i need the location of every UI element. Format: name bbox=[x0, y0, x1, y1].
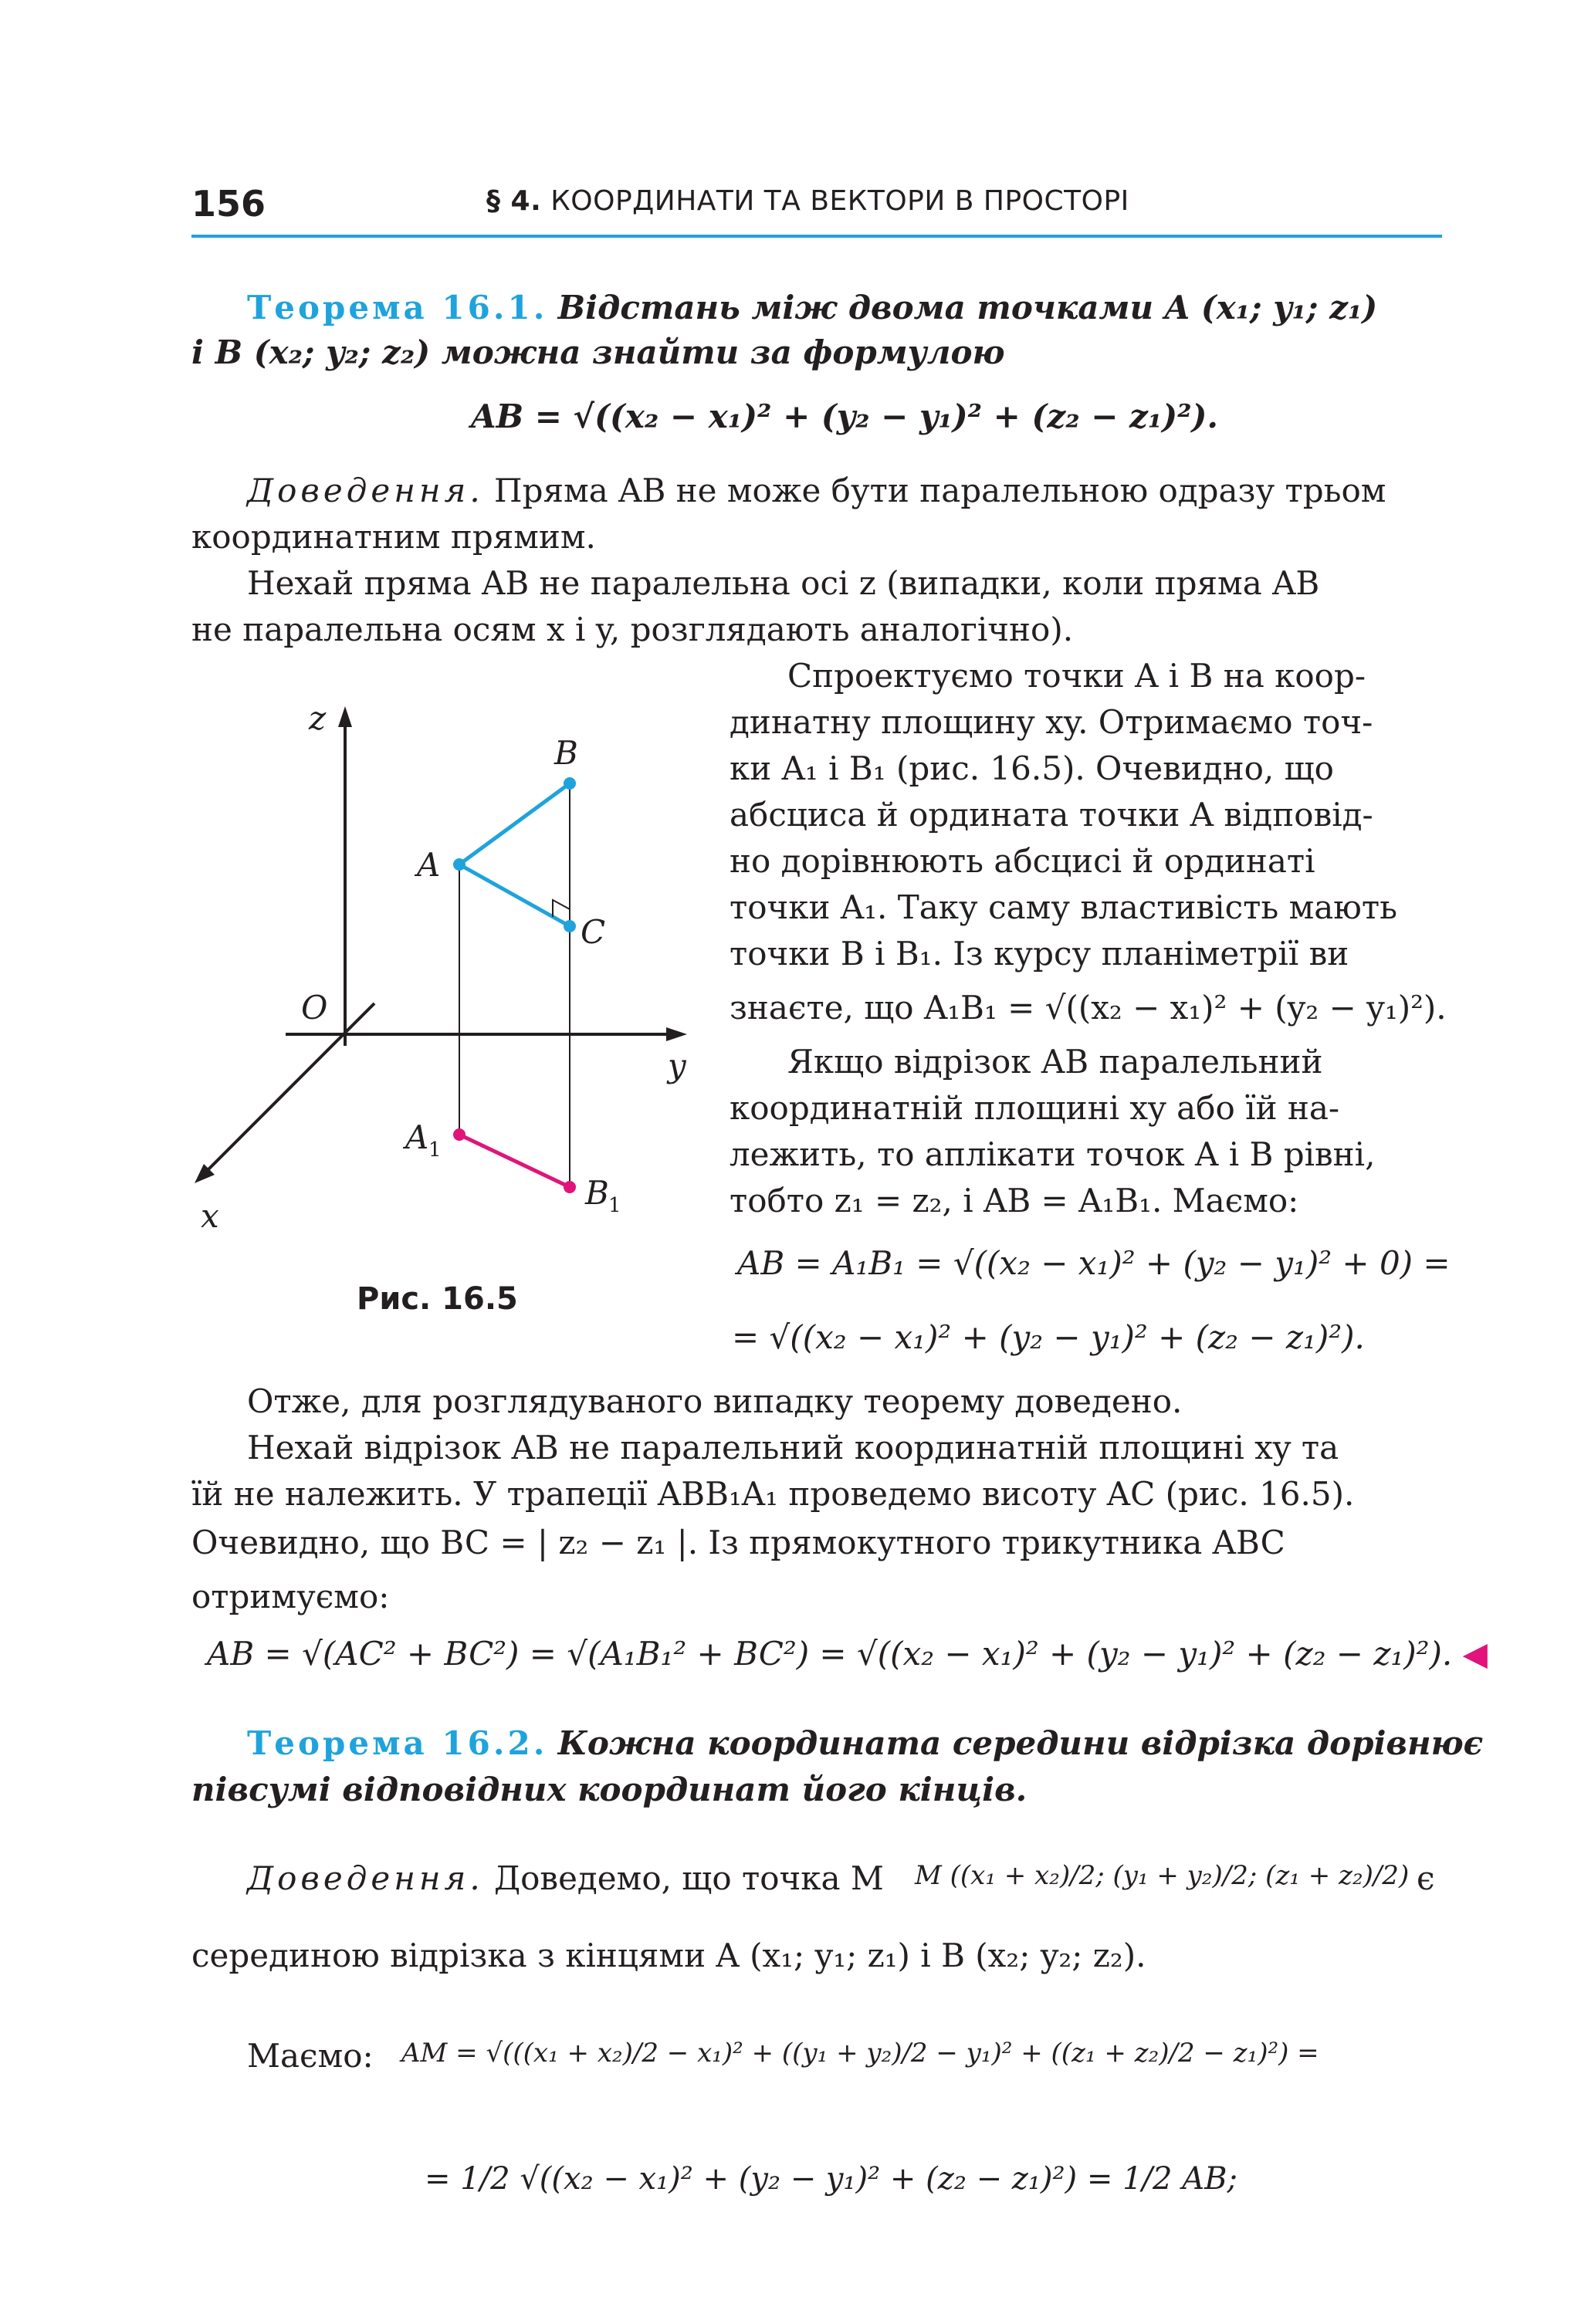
formula-final-text: AB = √(AC² + BC²) = √(A₁B₁² + BC²) = √((x₂ − x₁)² + (y₂ − y₁)² + (z₂ − z₁)²). bbox=[207, 1635, 1453, 1673]
proof2-line1-suffix: є bbox=[1417, 1859, 1435, 1897]
theorem1-line1 bbox=[247, 289, 1377, 326]
label-A: A bbox=[417, 846, 441, 884]
label-B1: B bbox=[585, 1174, 609, 1212]
right-line: знаєте, що A₁B₁ = √((x₂ − x₁)² + (y₂ − y₁)²). bbox=[730, 989, 1447, 1027]
y-axis-arrow bbox=[666, 1027, 687, 1041]
label-x: x bbox=[201, 1197, 219, 1235]
point-C bbox=[564, 920, 576, 932]
label-A1-sub: 1 bbox=[428, 1138, 442, 1162]
page-number: 156 bbox=[191, 183, 266, 225]
right-line: динатну площину xy. Отримаємо точ- bbox=[730, 703, 1373, 741]
right-line: Якщо відрізок AB паралельний bbox=[787, 1043, 1323, 1081]
x-axis bbox=[201, 1003, 374, 1177]
theorem2-text-2: півсумі відповідних координат його кінців. bbox=[191, 1771, 1027, 1808]
after-line1: Отже, для розглядуваного випадку теорему доведено. bbox=[247, 1382, 1183, 1420]
formula-AM: AM = √(((x₁ + x₂)/2 − x₁)² + ((y₁ + y₂)/2 − y₁)² + ((z₁ + z₂)/2 − z₁)²) = bbox=[401, 2038, 1319, 2069]
proof1-line3: Нехай пряма AB не паралельна осі z (випадки, коли пряма AB bbox=[247, 564, 1320, 602]
proof1-text1: Пряма AB не може бути паралельною одразу трьом bbox=[483, 472, 1386, 509]
proof1-line1 bbox=[247, 472, 1386, 509]
proof2-text1: Доведемо, що точка M bbox=[494, 1859, 884, 1897]
segment-AB bbox=[459, 783, 570, 864]
theorem1-formula: AB = √((x₂ − x₁)² + (y₂ − y₁)² + (z₂ − z₁)²). bbox=[471, 397, 1219, 435]
figure-16-5 bbox=[185, 695, 710, 1250]
proof2-formula1-prefix: Маємо: bbox=[247, 2037, 374, 2075]
point-A1 bbox=[453, 1128, 465, 1141]
section-title bbox=[486, 185, 1129, 217]
proof1-line2: координатним прямим. bbox=[191, 518, 596, 556]
after-line4: Очевидно, що BC = | z₂ − z₁ |. Із прямокутного трикутника ABC bbox=[191, 1524, 1285, 1561]
right-line: тобто z₁ = z₂, і AB = A₁B₁. Маємо: bbox=[730, 1182, 1299, 1220]
label-B: B bbox=[554, 734, 578, 772]
label-z: z bbox=[309, 699, 327, 737]
z-axis-arrow bbox=[338, 706, 352, 727]
after-line5: отримуємо: bbox=[191, 1578, 390, 1615]
label-C: C bbox=[581, 913, 606, 951]
label-O: O bbox=[301, 989, 328, 1027]
after-line2: Нехай відрізок AB не паралельний координатній площині xy та bbox=[247, 1429, 1339, 1466]
proof2-label: Доведення. bbox=[247, 1859, 484, 1897]
right-angle-mark bbox=[553, 900, 570, 917]
right-line: но дорівнюють абсцисі й ординаті bbox=[730, 842, 1315, 880]
proof1-line4: не паралельна осям x і y, розглядають аналогічно). bbox=[191, 611, 1074, 648]
right-line: абсциса й ордината точки A відповід- bbox=[730, 796, 1373, 834]
section-prefix: § 4. bbox=[486, 185, 542, 217]
point-B bbox=[564, 777, 576, 790]
label-y: y bbox=[668, 1047, 686, 1084]
figure-caption: Рис. 16.5 bbox=[357, 1281, 518, 1317]
theorem2-line1 bbox=[247, 1725, 1483, 1762]
qed-mark: ◀ bbox=[1462, 1635, 1488, 1673]
proof2-line2: серединою відрізка з кінцями A (x₁; y₁; z₁) і B (x₂; y₂; z₂). bbox=[191, 1937, 1146, 1974]
right-line: точки A₁. Таку саму властивість мають bbox=[730, 888, 1397, 926]
right-line: координатній площині xy або їй на- bbox=[730, 1089, 1340, 1127]
theorem2-text-1: Кожна координата середини відрізка дорівнює bbox=[557, 1724, 1484, 1762]
formula-b: = √((x₂ − x₁)² + (y₂ − y₁)² + (z₂ − z₁)²). bbox=[732, 1318, 1365, 1356]
label-A1: A bbox=[405, 1118, 429, 1156]
theorem1-text-2: і B (x₂; y₂; z₂) можна знайти за формулою bbox=[191, 333, 1005, 371]
header-rule bbox=[191, 235, 1442, 238]
right-line: точки B і B₁. Із курсу планіметрії ви bbox=[730, 935, 1349, 973]
point-A bbox=[453, 858, 465, 871]
formula-a: AB = A₁B₁ = √((x₂ − x₁)² + (y₂ − y₁)² + 0) = bbox=[737, 1244, 1451, 1282]
formula-AM-result: = 1/2 √((x₂ − x₁)² + (y₂ − y₁)² + (z₂ − z₁)²) = 1/2 AB; bbox=[425, 2161, 1237, 2197]
midpoint-formula: M ((x₁ + x₂)/2; (y₁ + y₂)/2; (z₁ + z₂)/2) bbox=[915, 1860, 1410, 1891]
right-line: Спроектуємо точки A і B на коор- bbox=[787, 657, 1366, 695]
after-line3: їй не належить. У трапеції ABB₁A₁ проведемо висоту AC (рис. 16.5). bbox=[191, 1475, 1355, 1513]
formula-final bbox=[207, 1635, 1488, 1673]
right-line: ки A₁ і B₁ (рис. 16.5). Очевидно, що bbox=[730, 749, 1334, 787]
section-name: КООРДИНАТИ ТА ВЕКТОРИ В ПРОСТОРІ bbox=[550, 185, 1129, 217]
label-B1-sub: 1 bbox=[608, 1194, 621, 1217]
theorem1-label: Теорема 16.1. bbox=[247, 289, 548, 326]
point-B1 bbox=[564, 1181, 576, 1193]
theorem2-label: Теорема 16.2. bbox=[247, 1724, 548, 1762]
theorem1-text-1: Відстань між двома точками A (x₁; y₁; z₁) bbox=[557, 289, 1378, 326]
right-line: лежить, то аплікати точок A і B рівні, bbox=[730, 1135, 1376, 1173]
segment-A1B1 bbox=[459, 1135, 570, 1187]
proof1-label: Доведення. bbox=[247, 472, 484, 509]
proof2-line1-prefix bbox=[494, 1860, 884, 1897]
proof2-line1 bbox=[247, 1860, 484, 1897]
